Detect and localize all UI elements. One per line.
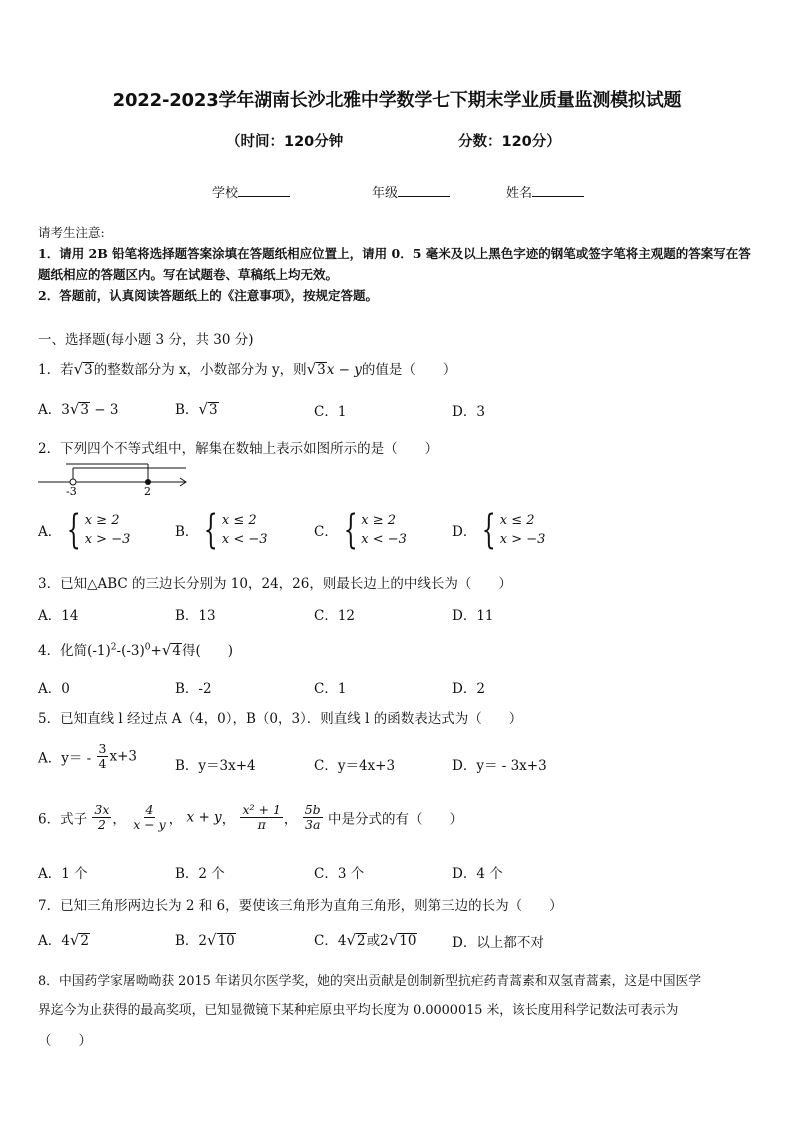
q7-option-a[interactable]: A．4 √ 2	[38, 931, 89, 949]
q7-option-b[interactable]: B．2 √ 10	[175, 931, 235, 949]
grade-field[interactable]: 年级	[372, 182, 450, 201]
question-2: 2．下列四个不等式组中，解集在数轴上表示如图所示的是（ ）	[38, 441, 439, 457]
q5-option-a[interactable]: A．y＝ - $\frac{3}{4}$ x+3	[38, 741, 137, 771]
q1-option-b[interactable]: B． √ 3	[175, 400, 218, 418]
q6-option-a[interactable]: A．1 个	[38, 866, 88, 882]
q7-option-d[interactable]: D．以上都不对	[452, 935, 544, 951]
question-1: 1．若 √ 3 的整数部分为 x，小数部分为 y，则 √ 3 x − y的值是（ ）	[38, 360, 457, 378]
q5-option-b[interactable]: B．y＝3x+4	[175, 758, 256, 774]
q2-option-c[interactable]: C． { x ≥ 2 x < −3	[314, 507, 407, 553]
q3-option-b[interactable]: B．13	[175, 608, 216, 624]
question-7: 7．已知三角形两边长为 2 和 6，要使该三角形为直角三角形，则第三边的长为（ ）	[38, 898, 563, 914]
q3-option-d[interactable]: D．11	[452, 608, 494, 624]
q1-option-a[interactable]: A．3 √ 3 − 3	[38, 400, 119, 418]
q7-option-c[interactable]: C．4 √ 2 或2 √ 10	[314, 931, 417, 949]
q4-option-c[interactable]: C．1	[314, 681, 347, 697]
question-5: 5．已知直线 l 经过点 A（4，0），B（0，3）．则直线 l 的函数表达式为（ ）	[38, 711, 523, 727]
name-field[interactable]: 姓名	[506, 182, 584, 201]
q3-option-a[interactable]: A．14	[38, 608, 79, 624]
exam-time: （时间：120分钟	[226, 134, 344, 150]
question-4: 4．化简$(-1)^2-(-3)^0+$ √ 4 得( )	[38, 641, 234, 659]
question-3: 3．已知△ABC 的三边长分别为 10，24，26，则最长边上的中线长为（ ）	[38, 576, 512, 592]
section-heading: 一、选择题(每小题 3 分，共 30 分)	[38, 332, 254, 348]
notice-heading: 请考生注意:	[38, 225, 105, 240]
axis-label-right: 2	[144, 485, 151, 498]
q6-option-d[interactable]: D．4 个	[452, 866, 503, 882]
q5-option-c[interactable]: C．y＝4x+3	[314, 758, 396, 774]
q1-option-d[interactable]: D．3	[452, 404, 485, 420]
q2-option-a[interactable]: A． { x ≥ 2 x > −3	[38, 507, 131, 553]
q6-option-b[interactable]: B．2 个	[175, 866, 225, 882]
question-8-line-3: （ ）	[38, 1033, 92, 1049]
sqrt-symbol: √ 3	[73, 360, 93, 378]
q6-option-c[interactable]: C．3 个	[314, 866, 365, 882]
q2-option-b[interactable]: B． { x ≤ 2 x < −3	[175, 507, 268, 553]
number-line-figure	[36, 460, 192, 498]
notice-item-2: 2．答题前，认真阅读答题纸上的《注意事项》，按规定答题。	[38, 288, 378, 303]
q4-option-d[interactable]: D．2	[452, 681, 485, 697]
sqrt-symbol: √ 3	[306, 360, 326, 378]
exam-score: 分数：120分）	[458, 134, 561, 150]
question-8-line-2: 界迄今为止获得的最高奖项，已知显微镜下某种疟原虫平均长度为 0.0000015 米，该长度用科学记数法可表示为	[38, 1003, 679, 1018]
q4-option-a[interactable]: A．0	[38, 681, 70, 697]
page-title: 2022-2023学年湖南长沙北雅中学数学七下期末学业质量监测模拟试题	[112, 90, 682, 111]
notice-item-1: 1．请用 2B 铅笔将选择题答案涂填在答题纸相应位置上，请用 0．5 毫米及以上黑色字迹的钢笔或签字笔将主观题的答案写在答题纸相应的答题区内。写在试题卷、草稿纸上均无效。	[38, 246, 751, 282]
question-6: 6．式子 $\frac{3x}{2}$ ， $\frac{4}{x - y}$ ， x + y， $\frac{\text{x² + 1}}{\pi}$ ， $\frac{5b}{3a}$ 中是分式的有（ ）	[38, 802, 463, 832]
q4-option-b[interactable]: B．-2	[175, 681, 212, 697]
q3-option-c[interactable]: C．12	[314, 608, 356, 624]
school-field[interactable]: 学校	[212, 182, 290, 201]
sqrt-symbol: √ 4	[161, 641, 181, 659]
q2-option-d[interactable]: D． { x ≤ 2 x > −3	[452, 507, 546, 553]
q1-option-c[interactable]: C．1	[314, 404, 347, 420]
question-8-line-1: 8．中国药学家屠呦呦获 2015 年诺贝尔医学奖，她的突出贡献是创制新型抗疟药青蒿素和双氢青蒿素，这是中国医学	[38, 974, 702, 989]
q5-option-d[interactable]: D．y＝ - 3x+3	[452, 758, 547, 774]
axis-label-left: -3	[66, 485, 77, 498]
